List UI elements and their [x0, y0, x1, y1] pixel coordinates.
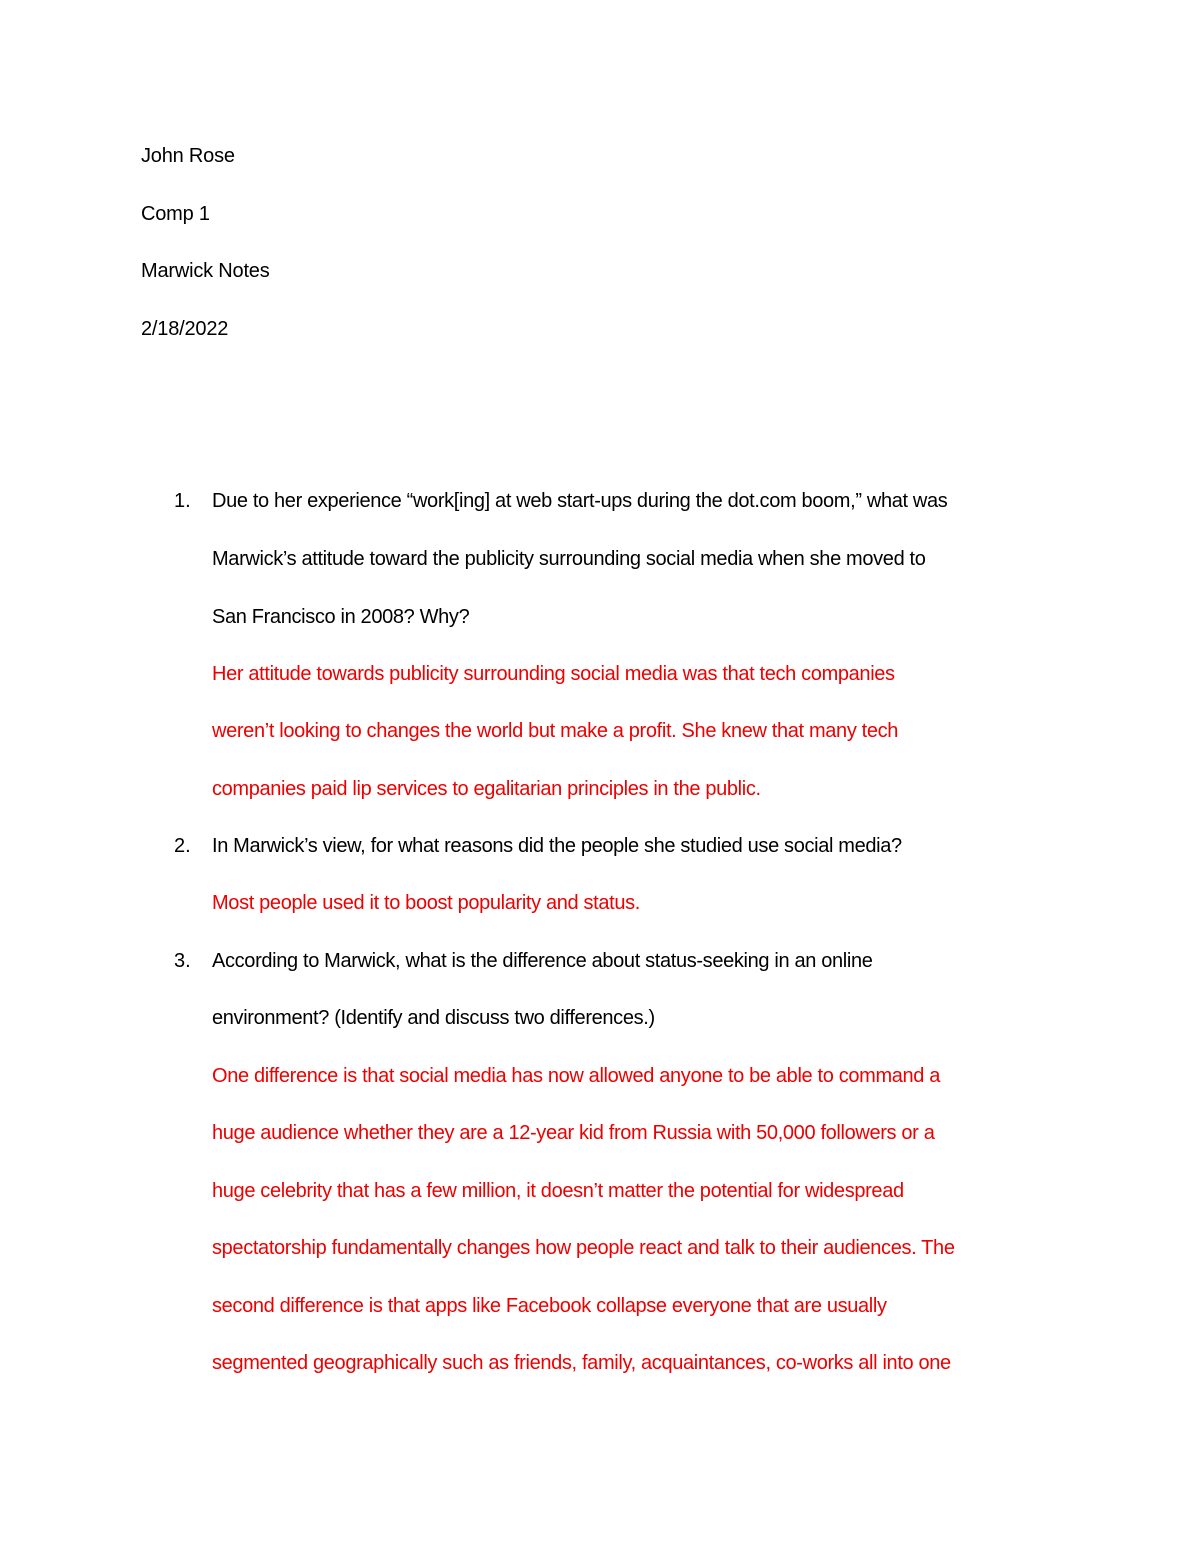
course-name: Comp 1 [141, 203, 210, 225]
answer-line: huge celebrity that has a few million, it doesn’t matter the potential for widespread [212, 1180, 904, 1202]
answer-line: weren’t looking to changes the world but make a profit. She knew that many tech [212, 720, 899, 742]
answer-line: second difference is that apps like Facebook collapse everyone that are usually [212, 1295, 887, 1317]
question-line: San Francisco in 2008? Why? [212, 606, 470, 628]
answer-line: huge audience whether they are a 12-year kid from Russia with 50,000 followers or a [212, 1122, 935, 1144]
question-line: In Marwick’s view, for what reasons did the people she studied use social media? [212, 835, 902, 857]
question-line: Due to her experience “work[ing] at web start-ups during the dot.com boom,” what was [212, 490, 948, 512]
question-number: 2. [174, 835, 191, 857]
question-number: 1. [174, 490, 191, 512]
answer-line: Her attitude towards publicity surrounding social media was that tech companies [212, 663, 895, 685]
question-line: According to Marwick, what is the difference about status-seeking in an online [212, 950, 873, 972]
answer-line: One difference is that social media has now allowed anyone to be able to command a [212, 1065, 941, 1087]
question-line: Marwick’s attitude toward the publicity surrounding social media when she moved to [212, 548, 926, 570]
answer-line: spectatorship fundamentally changes how people react and talk to their audiences. The [212, 1237, 955, 1259]
document-date: 2/18/2022 [141, 318, 229, 340]
answer-line: Most people used it to boost popularity and status. [212, 892, 640, 914]
document-title: Marwick Notes [141, 260, 270, 282]
question-number: 3. [174, 950, 191, 972]
answer-line: companies paid lip services to egalitarian principles in the public. [212, 778, 761, 800]
question-line: environment? (Identify and discuss two differences.) [212, 1007, 655, 1029]
author-name: John Rose [141, 145, 235, 167]
answer-line: segmented geographically such as friends, family, acquaintances, co-works all into one [212, 1352, 951, 1374]
